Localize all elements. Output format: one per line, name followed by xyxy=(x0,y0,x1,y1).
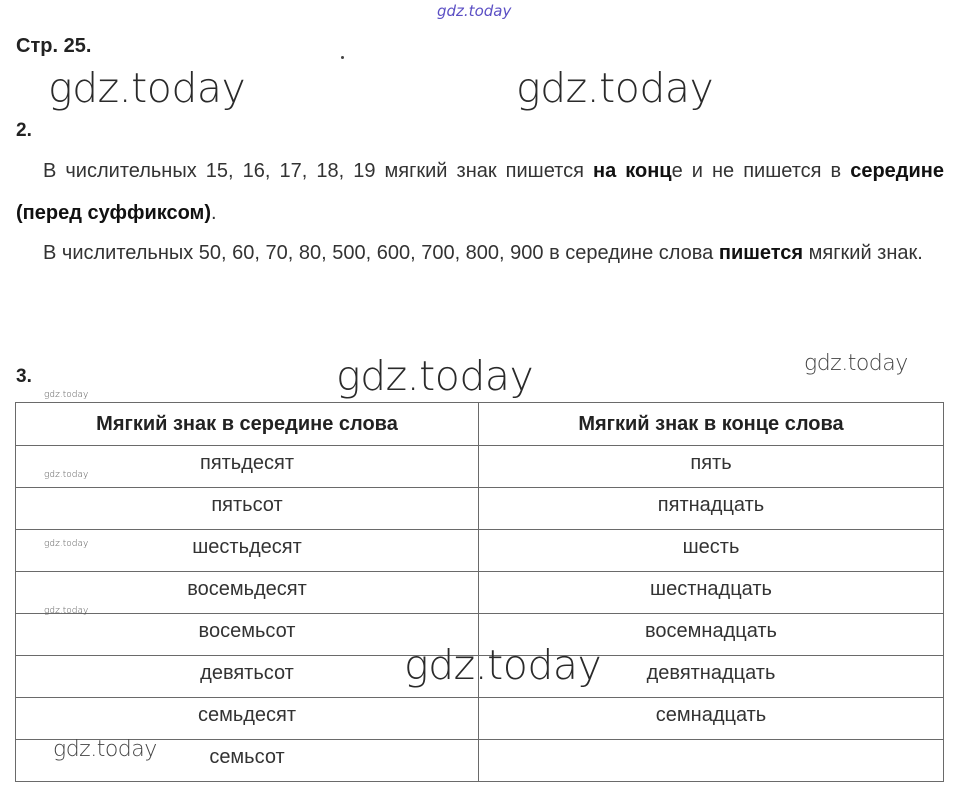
watermark-tiny-2: gdz.today xyxy=(44,470,89,480)
p2-bold-1: пишется xyxy=(718,242,804,264)
p2-text-1: В числительных 50, 60, 70, 80, 500, 600, 700, 800, 900 в середине слова xyxy=(43,242,719,264)
cell-text: пятьсот xyxy=(211,494,283,516)
watermark-mid-bottom: gdz.today xyxy=(53,737,157,762)
table-cell xyxy=(479,572,944,614)
section-2-paragraph-1 xyxy=(16,150,944,234)
soft-sign-table xyxy=(15,402,944,782)
table-row xyxy=(16,698,944,740)
p1-bold-1: на конц xyxy=(592,160,672,182)
watermark-big-center: gdz.today xyxy=(336,352,534,400)
cell-text: восемьсот xyxy=(198,620,296,642)
table-row xyxy=(16,446,944,488)
table-row xyxy=(16,572,944,614)
section-2-number: 2. xyxy=(16,120,32,141)
table-row xyxy=(16,530,944,572)
table-cell xyxy=(479,698,944,740)
p1-text-1: В числительных 15, 16, 17, 18, 19 мягкий знак пишется xyxy=(43,160,593,182)
watermark-tiny-3: gdz.today xyxy=(44,539,89,549)
watermark-big-right: gdz.today xyxy=(516,64,714,112)
watermark-big-table: gdz.today xyxy=(404,641,602,689)
watermark-tiny-1: gdz.today xyxy=(44,390,89,400)
cell-text: девятьсот xyxy=(200,662,294,684)
header-middle-of-word: Мягкий знак в середине слова xyxy=(16,403,479,446)
table-cell xyxy=(479,488,944,530)
cell-text: семьсот xyxy=(209,746,285,768)
watermark-mid-right: gdz.today xyxy=(804,351,908,376)
cell-text: восемнадцать xyxy=(645,620,777,642)
table-cell xyxy=(479,740,944,782)
cell-text: пятнадцать xyxy=(657,494,765,516)
cell-text: девятнадцать xyxy=(646,662,776,684)
page-title: Стр. 25. xyxy=(16,35,92,57)
table-cell xyxy=(16,530,479,572)
table-cell xyxy=(479,530,944,572)
table-cell xyxy=(16,698,479,740)
table-cell xyxy=(16,488,479,530)
cell-text: семьдесят xyxy=(197,704,297,726)
section-2-paragraph-2 xyxy=(16,232,944,274)
cell-text: пять xyxy=(690,452,732,474)
cell-text: восемьдесят xyxy=(187,578,307,600)
watermark-top: gdz.today xyxy=(437,2,512,20)
header-end-of-word: Мягкий знак в конце слова xyxy=(479,403,944,446)
table-header-row xyxy=(16,403,944,446)
p1-text-2: е и не пишется в xyxy=(671,160,851,182)
table-cell xyxy=(479,446,944,488)
cell-text: шестнадцать xyxy=(650,578,772,600)
cell-text: семнадцать xyxy=(655,704,767,726)
p1-text-3: . xyxy=(211,202,217,224)
p1-bold-2: середине (перед суффиксом) xyxy=(16,160,944,224)
dot-mark xyxy=(341,56,344,59)
table-row xyxy=(16,488,944,530)
table-cell xyxy=(16,446,479,488)
cell-text: шесть xyxy=(682,536,740,558)
watermark-tiny-4: gdz.today xyxy=(44,606,89,616)
p2-text-2: мягкий знак. xyxy=(803,242,923,264)
cell-text: пятьдесят xyxy=(199,452,295,474)
cell-text: шестьдесят xyxy=(192,536,302,558)
watermark-big-left: gdz.today xyxy=(48,64,246,112)
section-3-number: 3. xyxy=(16,366,32,387)
